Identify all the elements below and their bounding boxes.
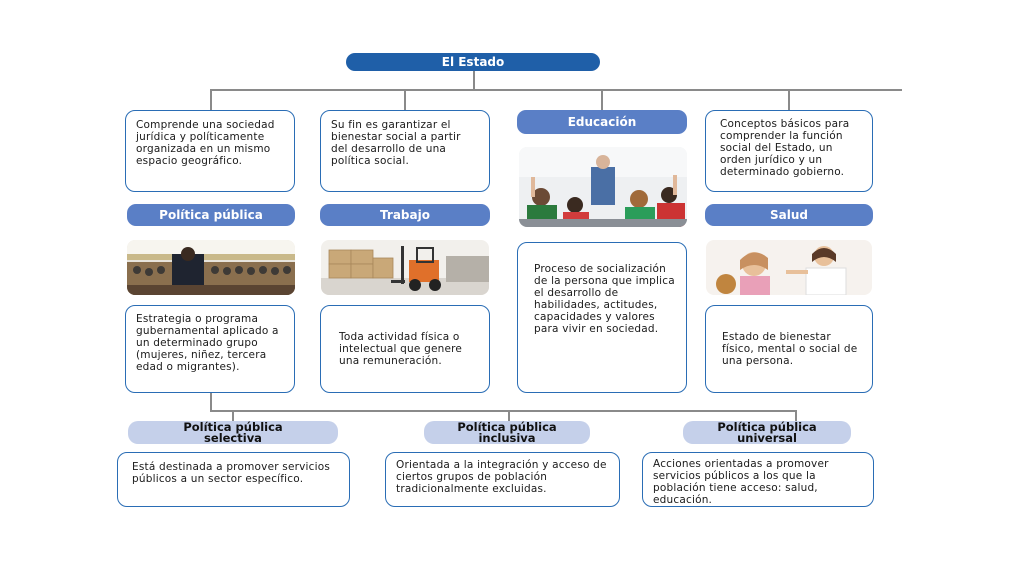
policy-box-universal: Acciones orientadas a promover servicios públicos a los que la población tiene acceso: salud, educación. <box>642 452 874 507</box>
col4-bottom-box: Estado de bienestar físico, mental o social de una persona. <box>705 305 873 393</box>
col1-top-box: Comprende una sociedad jurídica y políticamente organizada en un mismo espacio geográfico. <box>125 110 295 192</box>
connector-col4 <box>788 89 790 111</box>
classroom-photo <box>519 147 687 227</box>
policy-pill-inclusiva: Política pública inclusiva <box>424 421 590 444</box>
connector-col3 <box>601 89 603 111</box>
col4-pill-salud: Salud <box>705 204 873 226</box>
connector-col1 <box>210 89 212 111</box>
col4-top-box: Conceptos básicos para comprender la función social del Estado, un orden jurídico y un determinado gobierno. <box>705 110 873 192</box>
col2-top-box: Su fin es garantizar el bienestar social a partir del desarrollo de una política social. <box>320 110 490 192</box>
doctor-child-photo <box>706 240 872 295</box>
policy-pill-universal: Política pública universal <box>683 421 851 444</box>
policy-box-selectiva: Está destinada a promover servicios públicos a un sector específico. <box>117 452 350 507</box>
policy-box-inclusiva: Orientada a la integración y acceso de ciertos grupos de población tradicionalmente excluidas. <box>385 452 620 507</box>
col1-bottom-box: Estrategia o programa gubernamental aplicado a un determinado grupo (mujeres, niñez, tercera edad o migrantes). <box>125 305 295 393</box>
meeting-photo <box>127 240 295 295</box>
forklift-photo <box>321 240 489 295</box>
root-node-el-estado: El Estado <box>346 53 600 71</box>
connector-col1-down <box>210 392 212 411</box>
col3-pill-educacion: Educación <box>517 110 687 134</box>
col2-pill-trabajo: Trabajo <box>320 204 490 226</box>
connector-horizontal-top <box>210 89 902 91</box>
connector-col2 <box>404 89 406 111</box>
col1-pill-politica-publica: Política pública <box>127 204 295 226</box>
connector-horizontal-bottom <box>210 410 796 412</box>
col2-bottom-box: Toda actividad física o intelectual que genere una remuneración. <box>320 305 490 393</box>
connector-root-down <box>473 70 475 90</box>
policy-pill-selectiva: Política pública selectiva <box>128 421 338 444</box>
col3-bottom-box: Proceso de socialización de la persona que implica el desarrollo de habilidades, actitudes, capacidades y valores para vivir en sociedad. <box>517 242 687 393</box>
